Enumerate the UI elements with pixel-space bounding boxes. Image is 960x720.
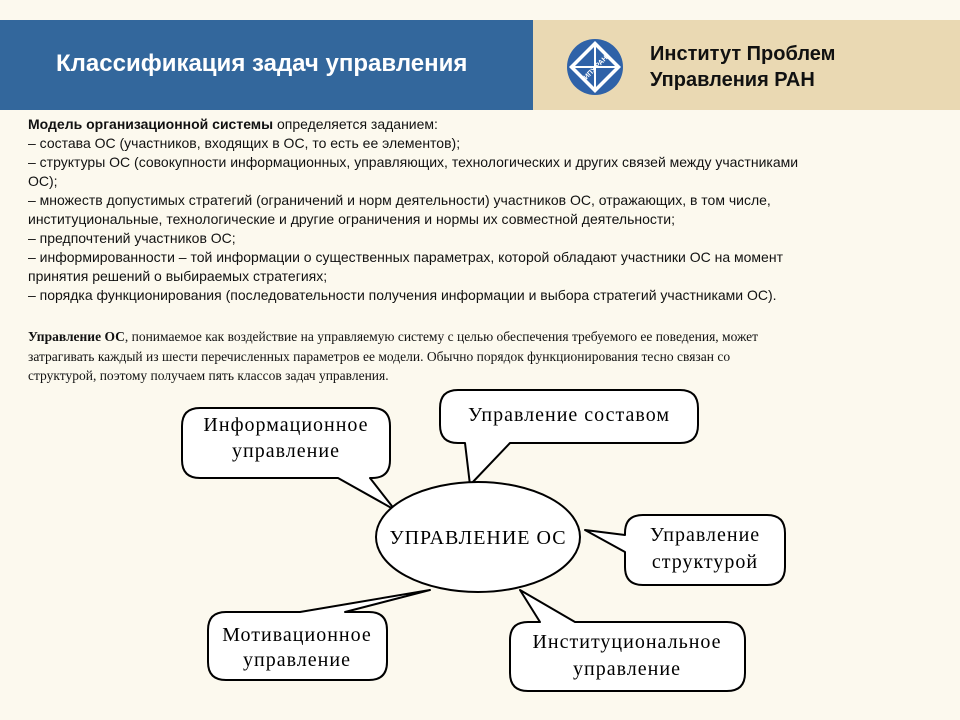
model-line: институциональные, технологические и другие ограничения и нормы их совместной деятельности; (28, 211, 676, 227)
model-line: – множеств допустимых стратегий (ограничений и норм деятельности) участников ОС, отражающих, в том числе, (28, 192, 771, 208)
info-label-2: управление (232, 440, 340, 462)
model-line: – структуры ОС (совокупности информационных, управляющих, технологических и других связей между участниками (28, 154, 799, 170)
institute-name-line1: Институт Проблем (650, 43, 836, 65)
model-line: ОС); (28, 173, 58, 189)
control-line-3: структурой, поэтому получаем пять классов задач управления. (28, 368, 389, 383)
control-line-2: затрагивать каждый из шести перечисленных параметров ее модели. Обычно порядок функционирования тесно связан со (28, 348, 731, 364)
composition-label: Управление составом (468, 404, 670, 426)
center-label: УПРАВЛЕНИЕ ОС (389, 527, 567, 549)
motivation-label-1: Мотивационное (222, 624, 372, 646)
model-line: – состава ОС (участников, входящих в ОС, то есть ее элементов); (28, 135, 461, 151)
institutional-label-2: управление (573, 658, 681, 680)
model-line: – информированности – той информации о существенных параметрах, которой обладают участники ОС на момент (28, 249, 783, 265)
structure-label-1: Управление (649, 524, 761, 546)
model-lead-rest: определяется заданием: (273, 116, 438, 132)
structure-label-2: структурой (651, 551, 759, 573)
model-lead-bold: Модель организационной системы (28, 116, 274, 132)
control-lead-bold: Управление ОС (28, 329, 125, 344)
page-title: Классификация задач управления (56, 50, 468, 77)
logo-text: ИПУ РАН (582, 54, 610, 82)
institutional-label-1: Институциональное (532, 631, 722, 653)
model-line: – порядка функционирования (последовательности получения информации и выбора стратегий участниками ОС). (28, 287, 777, 303)
model-line: принятия решений о выбираемых стратегиях; (28, 268, 328, 284)
institute-name-line2: Управления РАН (650, 69, 815, 91)
info-label-1: Информационное (203, 414, 369, 436)
model-line: – предпочтений участников ОС; (28, 230, 236, 246)
motivation-label-2: управление (243, 649, 351, 671)
control-line1-rest: , понимаемое как воздействие на управляемую систему с целью обеспечения требуемого ее поведения, может (124, 329, 759, 344)
